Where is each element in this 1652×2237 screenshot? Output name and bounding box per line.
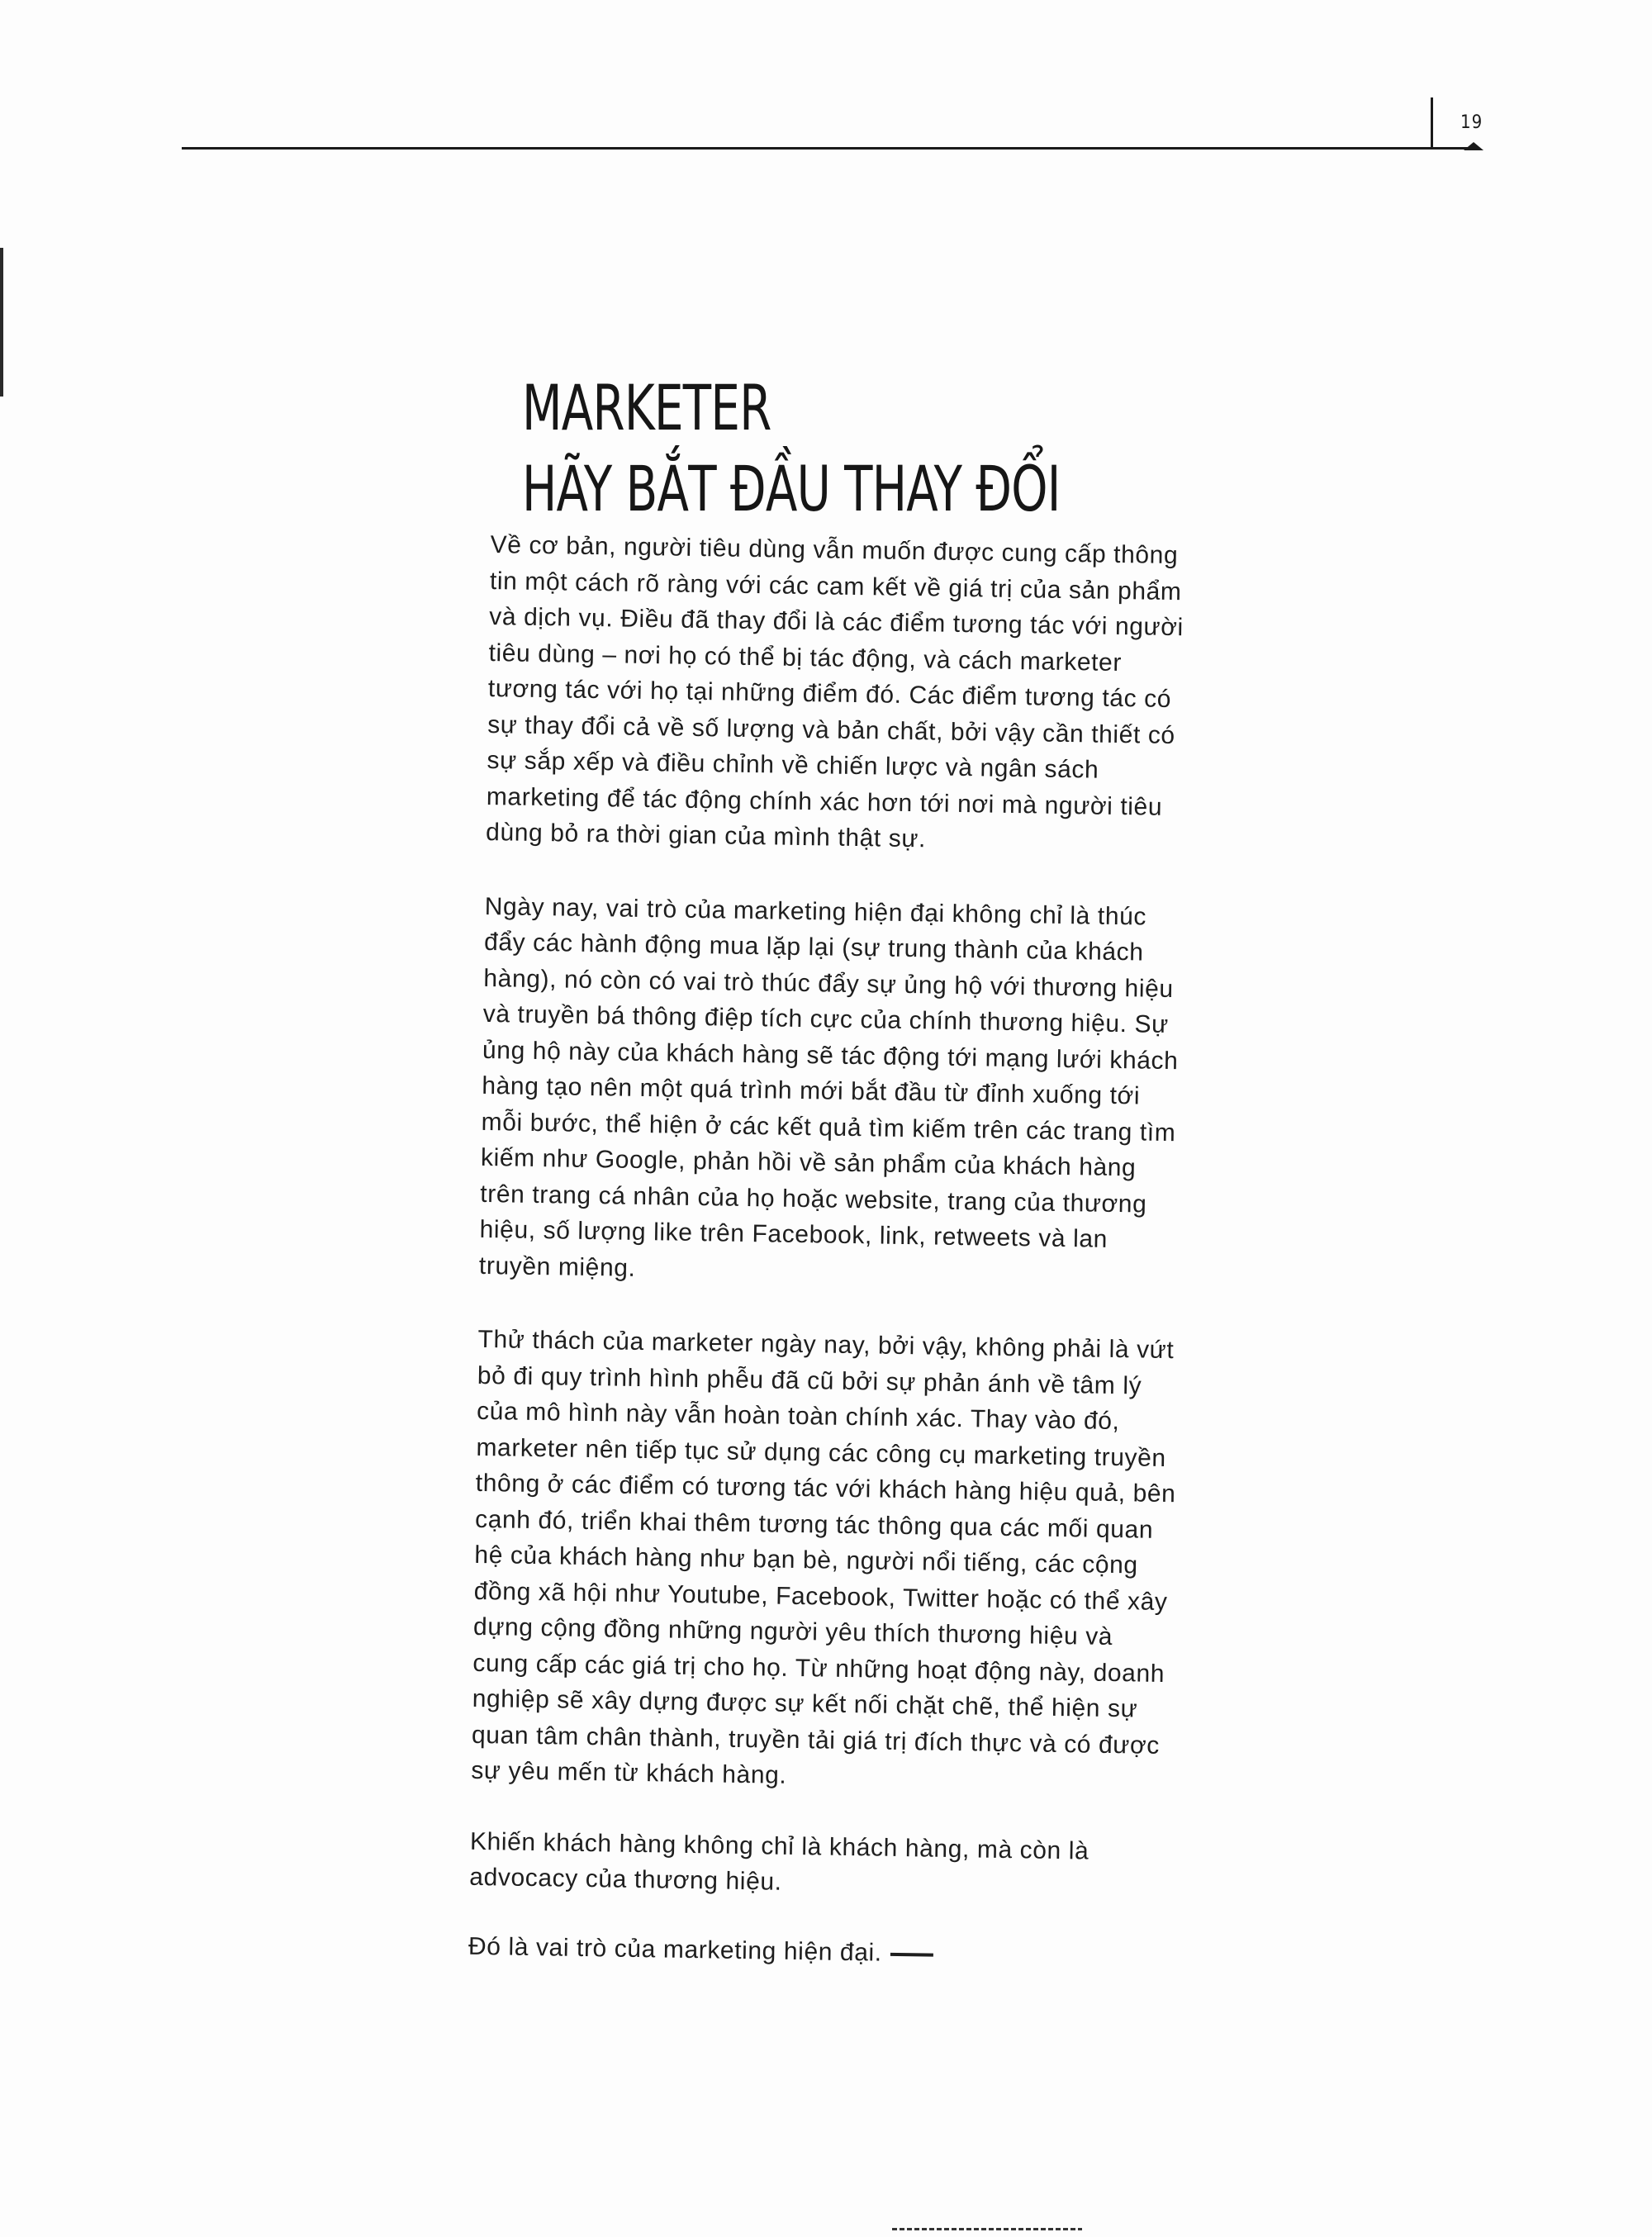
end-dash <box>890 1952 933 1956</box>
page-number-triangle-icon <box>1464 142 1483 150</box>
chapter-title <box>522 368 1061 530</box>
paragraph-3: Thử thách của marketer ngày nay, bởi vậy, không phải là vứt bỏ đi quy trình hình phễu đã cũ bởi sự phản ánh về tâm lý của mô hình này vẫn hoàn toàn chính xác. Thay vào đó, marketer nên tiếp tục sử dụng các công cụ marketing truyền thông ở các điểm có tương tác với khách hàng hiệu quả, bên cạnh đó, triển khai thêm tương tác thông qua các mối quan hệ của khách hàng như bạn bè, người nổi tiếng, các cộng đồng xã hội như Youtube, Facebook, Twitter hoặc có thể xây dựng cộng đồng những người yêu thích thương hiệu và cung cấp các giá trị cho họ. Từ những hoạt động này, doanh nghiệp sẽ xây dựng được sự kết nối chặt chẽ, thể hiện sự quan tâm chân thành, truyền tải giá trị đích thực và có được sự yêu mến từ khách hàng. <box>471 1325 1176 1789</box>
paragraph-2: Ngày nay, vai trò của marketing hiện đại không chỉ là thúc đẩy các hành động mua lặp lại (sự trung thành của khách hàng), nó còn có vai trò thúc đẩy sự ủng hộ với thương hiệu và truyền bá thông điệp tích cực của chính thương hiệu. Sự ủng hộ này của khách hàng sẽ tác động tới mạng lưới khách hàng tạo nên một quá trình mới bắt đầu từ đỉnh xuống tới mỗi bước, thể hiện ở các kết quả tìm kiếm trên các trang tìm kiếm như Google, phản hồi về sản phẩm của khách hàng trên trang cá nhân của họ hoặc website, trang của thương hiệu, số lượng like trên Facebook, link, retweets và lan truyền miệng. <box>478 892 1179 1282</box>
footer-scan-mark <box>892 2228 1082 2230</box>
closing-line-text: Đó là vai trò của marketing hiện đại. <box>468 1932 882 1967</box>
header-tick <box>1431 97 1433 149</box>
paragraph-1: Về cơ bản, người tiêu dùng vẫn muốn được cung cấp thông tin một cách rõ ràng với các cam kết về giá trị của sản phẩm và dịch vụ. Điều đã thay đổi là các điểm tương tác với người tiêu dùng – nơi họ có thể bị tác động, và cách marketer tương tác với họ tại những điểm đó. Các điểm tương tác có sự thay đổi cả về số lượng và bản chất, bởi vậy cần thiết có sự sắp xếp và điều chỉnh về chiến lược và ngân sách marketing để tác động chính xác hơn tới nơi mà người tiêu dùng bỏ ra thời gian của mình thật sự. <box>485 530 1184 853</box>
chapter-title-line-2: HÃY BẮT ĐẦU THAY ĐỔI <box>522 452 1061 525</box>
page-number: 19 <box>1460 112 1483 133</box>
closing-line <box>468 1928 1171 1975</box>
chapter-title-line-1: MARKETER <box>522 371 771 444</box>
paragraph-4: Khiến khách hàng không chỉ là khách hàng, mà còn là advocacy của thương hiệu. <box>469 1827 1089 1896</box>
binding-edge-mark <box>0 248 3 397</box>
header-rule <box>182 147 1469 150</box>
body-text <box>468 527 1193 1975</box>
